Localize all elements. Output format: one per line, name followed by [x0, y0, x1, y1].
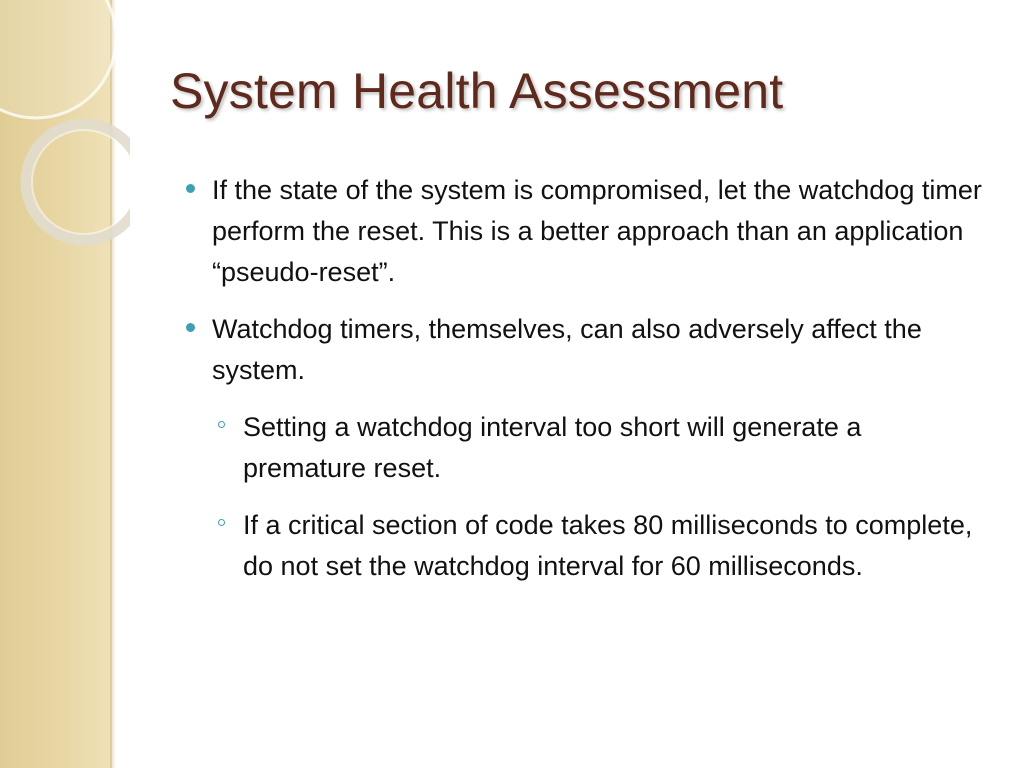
sub-bullet-ring-icon — [218, 421, 225, 428]
bullet-item — [186, 170, 986, 293]
sub-bullet-item — [186, 407, 986, 489]
sub-bullet-text: Setting a watchdog interval too short will generate a premature reset. — [243, 412, 862, 483]
sub-bullet-text: If a critical section of code takes 80 milliseconds to complete, do not set the watchdog interval for 60 milliseconds. — [243, 510, 973, 581]
decorative-circle-small — [26, 124, 130, 240]
decorative-circle-large — [0, 0, 116, 118]
decorative-circles — [0, 0, 130, 260]
bullet-dot-icon — [186, 184, 195, 193]
sub-bullet-ring-icon — [218, 519, 225, 526]
bullet-text: Watchdog timers, themselves, can also adversely affect the system. — [212, 314, 922, 385]
slide-title: System Health Assessment — [170, 63, 784, 119]
bullet-list — [186, 170, 986, 603]
bullet-dot-icon — [186, 323, 195, 332]
bullet-text: If the state of the system is compromised, let the watchdog timer perform the reset. This is a better approach than an application “pseudo-reset”. — [212, 175, 982, 287]
decorative-circle-small-inner — [32, 130, 130, 234]
sub-bullet-item — [186, 505, 986, 587]
bullet-item — [186, 309, 986, 391]
